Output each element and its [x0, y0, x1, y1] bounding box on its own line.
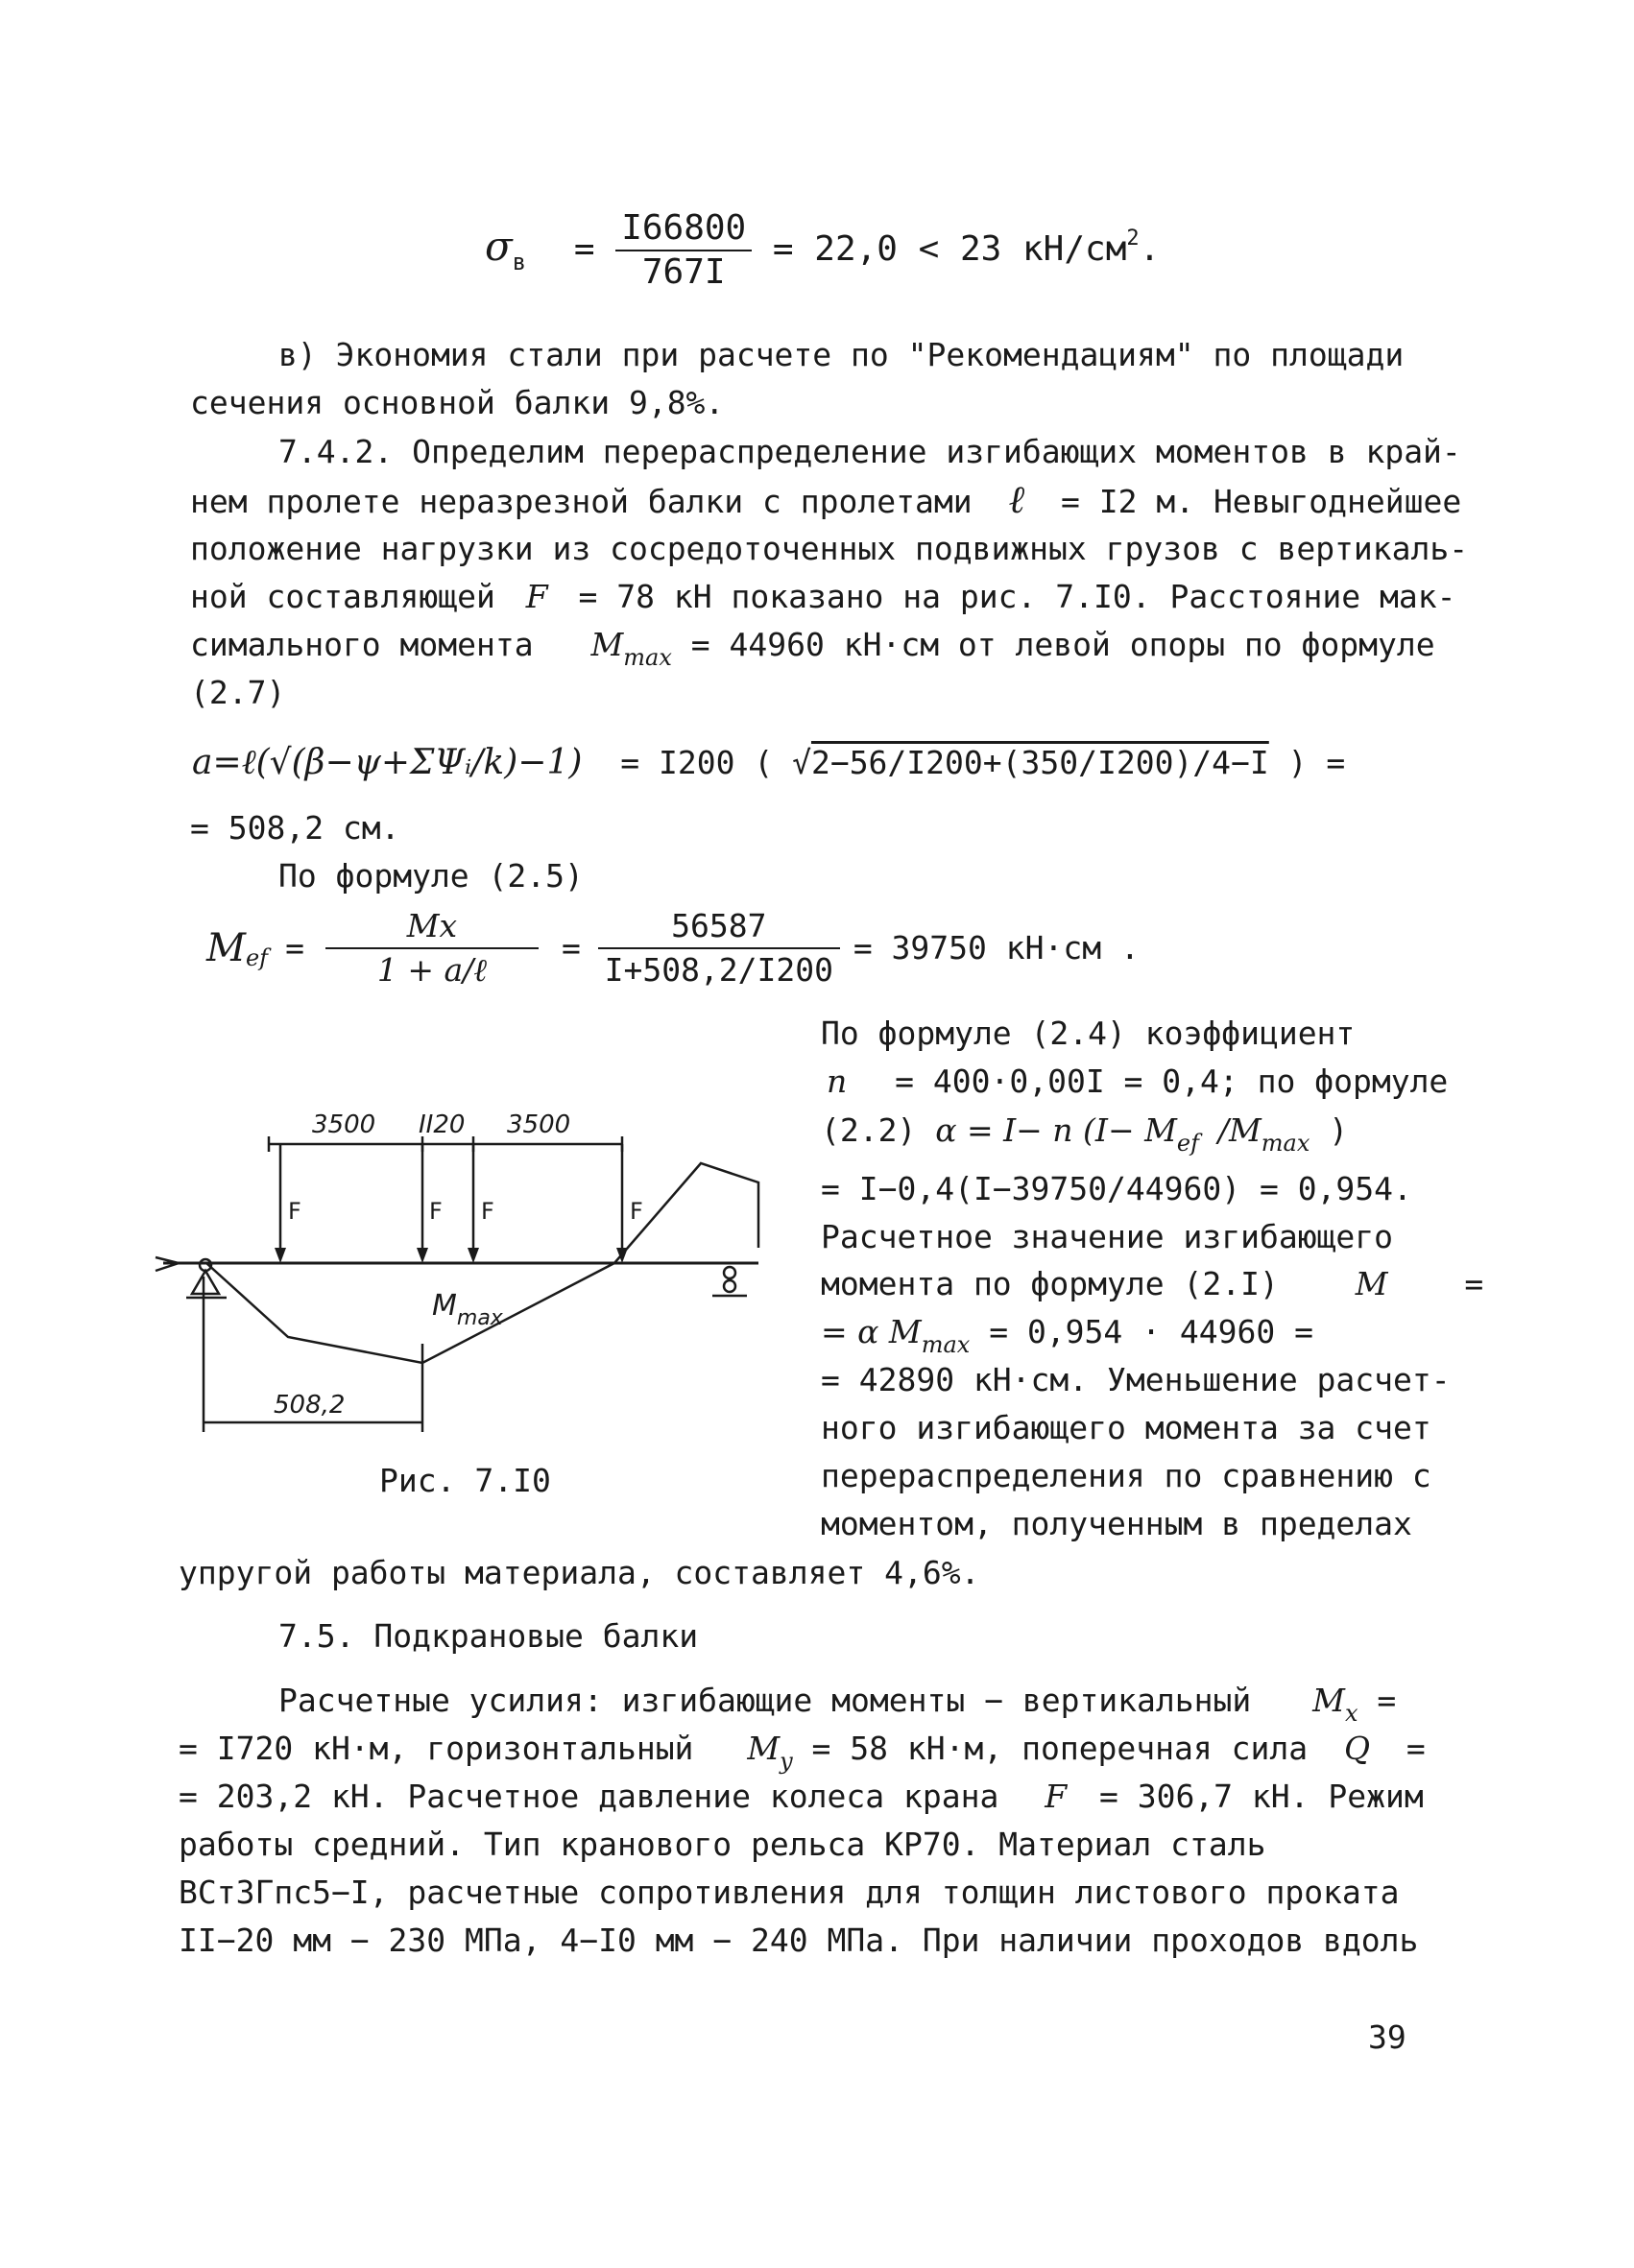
page-number: 39: [1368, 2018, 1406, 2056]
formula-sigma: [485, 209, 1160, 292]
mef-fraction2: [598, 907, 840, 990]
right-line4: = I−0,4(I−39750/44960) = 0,954.: [821, 1170, 1412, 1207]
para-75-l2c: =: [1406, 1730, 1426, 1767]
force-symbol: F: [525, 578, 548, 615]
right-l7b: = 0,954 · 44960 =: [989, 1313, 1313, 1350]
arrowhead-3: [468, 1248, 479, 1263]
moment-label-sub: max: [456, 1306, 503, 1330]
right-l3a: (2.2): [821, 1111, 917, 1149]
para-742-line6: (2.7): [190, 674, 286, 711]
dim-label-1: 3500: [312, 1110, 376, 1139]
right-line8: = 42890 кН·см. Уменьшение расчет-: [821, 1361, 1451, 1398]
para-742-l2a: нем пролете неразрезной балки с пролетами: [190, 483, 973, 520]
para-75-l1a: Расчетные усилия: изгибающие моменты − вертикальный: [278, 1682, 1252, 1719]
right-line2: [821, 1058, 1448, 1106]
support-right: [712, 1267, 747, 1296]
formula-a-mid: = I200 ( √: [620, 744, 811, 781]
right-l3b: α = I− n (I− M: [935, 1111, 1177, 1149]
mef-f2-den: I+508,2/I200: [604, 951, 834, 989]
sigma-sub: в: [512, 249, 527, 275]
para-742-line5: [190, 621, 1435, 672]
dim-label-a: 508,2: [274, 1391, 346, 1420]
right-l7a: = α M: [821, 1313, 922, 1350]
para-742-l4a: ной составляющей: [190, 578, 495, 615]
right-line10: перераспределения по сравнению с: [821, 1457, 1431, 1494]
mef-f1-num: Mx: [325, 907, 539, 949]
right-line9: ного изгибающего момента за счет: [821, 1409, 1431, 1446]
mef-eq1: =: [285, 929, 304, 967]
right-line11: моментом, полученным в пределах: [821, 1505, 1412, 1542]
dim-label-3: 3500: [507, 1110, 571, 1139]
right-l2b: = 400·0,00I = 0,4; по формуле: [895, 1062, 1449, 1100]
para-742-line2: [190, 476, 1461, 526]
right-l3sub2: max: [1261, 1130, 1310, 1157]
right-line6: [821, 1260, 1483, 1308]
para-75-l3b: = 306,7 кН. Режим: [1098, 1778, 1424, 1815]
right-line1: По формуле (2.4) коэффициент: [821, 1015, 1356, 1052]
para-742-l2b: = I2 м. Невыгоднейшее: [1061, 483, 1462, 520]
my-symbol: M: [747, 1730, 781, 1767]
formula-mef-intro: По формуле (2.5): [278, 857, 584, 895]
sigma-sup: 2: [1126, 227, 1140, 251]
right-l3d: ): [1329, 1111, 1349, 1149]
mx-sub: x: [1344, 1700, 1358, 1727]
right-l7sub: max: [921, 1331, 971, 1358]
section-heading-75: 7.5. Подкрановые балки: [278, 1617, 699, 1655]
para-75-l2b: = 58 кН·м, поперечная сила: [811, 1730, 1309, 1767]
force-label-3: F: [481, 1198, 494, 1225]
right-l3sub: ef: [1176, 1130, 1199, 1157]
right-line3: [821, 1107, 1348, 1158]
mx-symbol: M: [1312, 1682, 1345, 1719]
formula-a: [192, 739, 1345, 787]
arrowhead-1: [275, 1248, 286, 1263]
arrowhead-4: [616, 1248, 628, 1263]
para-75-line5: ВСт3Гпс5−I, расчетные сопротивления для толщин листового проката: [179, 1874, 1400, 1911]
sigma-eq: =: [573, 229, 595, 269]
right-l6c: =: [1464, 1265, 1484, 1302]
right-line5: Расчетное значение изгибающего: [821, 1218, 1394, 1255]
mef-result: = 39750 кН·см .: [853, 929, 1140, 967]
para-742-l4b: = 78 кН показано на рис. 7.I0. Расстояние мак-: [578, 578, 1456, 615]
para-v-line1: в) Экономия стали при расчете по "Рекомендациям" по площади: [278, 336, 1405, 373]
mmax-symbol: M: [590, 626, 624, 663]
right-l6a: момента по формуле (2.I): [821, 1265, 1279, 1302]
para-742-line3: положение нагрузки из сосредоточенных подвижных грузов с вертикаль-: [190, 530, 1469, 567]
right-l6b: M: [1355, 1265, 1388, 1302]
formula-a-end: ) =: [1287, 744, 1346, 781]
sigma-num: I66800: [615, 209, 752, 251]
my-sub: y: [780, 1748, 793, 1775]
para-75-l3a: = 203,2 кН. Расчетное давление колеса крана: [179, 1778, 999, 1815]
mef-f1-den: 1 + a/ℓ: [376, 951, 488, 989]
mef-lhs-sub: ef: [245, 944, 269, 971]
sigma-rest: = 22,0 < 23 кН/см: [772, 229, 1127, 269]
force-label-1: F: [288, 1198, 301, 1225]
para-742-l5a: симального момента: [190, 626, 534, 663]
mef-eq2: =: [561, 929, 581, 967]
mef-lhs: M: [206, 926, 246, 970]
sigma-symbol: σ: [485, 223, 513, 270]
para-v-line2: сечения основной балки 9,8%.: [190, 384, 725, 421]
moment-label-main: M: [432, 1289, 457, 1323]
formula-a-lhs: a=ℓ(√(β−ψ+ΣΨᵢ/k)−1): [192, 743, 583, 782]
mmax-sub: max: [623, 644, 672, 671]
span-symbol: ℓ: [1008, 478, 1025, 522]
para-75-line6: II−20 мм − 230 МПа, 4−I0 мм − 240 МПа. При наличии проходов вдоль: [179, 1922, 1419, 1959]
para-75-l2a: = I720 кН·м, горизонтальный: [179, 1730, 694, 1767]
para-75-line3: [179, 1773, 1424, 1821]
n-symbol: n: [827, 1062, 848, 1100]
formula-mef: [206, 900, 1140, 996]
para-75-line1: [278, 1677, 1396, 1728]
right-line7: [821, 1308, 1313, 1359]
force-label-4: F: [630, 1198, 643, 1225]
sigma-fraction: [615, 209, 752, 292]
moment-label: [432, 1289, 504, 1330]
formula-a-root: 2−56/I200+(350/I200)/4−I: [810, 744, 1269, 781]
para-75-l1b: =: [1377, 1682, 1397, 1719]
para-742-l5b: = 44960 кН·см от левой опоры по формуле: [690, 626, 1435, 663]
figure-caption: Рис. 7.I0: [379, 1462, 551, 1499]
para-75-line2: [179, 1725, 1426, 1776]
para-742-line1: 7.4.2. Определим перераспределение изгибающих моментов в край-: [278, 433, 1461, 470]
right-l3c: /M: [1217, 1111, 1262, 1149]
para-742-line4: [190, 573, 1455, 621]
force-label-2: F: [429, 1198, 443, 1225]
line-after-figure: упругой работы материала, составляет 4,6%.: [179, 1554, 980, 1591]
sigma-den: 767I: [641, 252, 726, 292]
mef-f2-num: 56587: [598, 907, 840, 949]
dim-label-2: II20: [419, 1110, 466, 1139]
arrowhead-2: [417, 1248, 428, 1263]
f-symbol: F: [1045, 1778, 1068, 1815]
formula-a-result: = 508,2 см.: [190, 809, 400, 847]
sigma-end: .: [1139, 229, 1161, 269]
q-symbol: Q: [1343, 1730, 1371, 1767]
para-75-line4: работы средний. Тип кранового рельса КР70. Материал сталь: [179, 1826, 1266, 1863]
figure-beam-diagram: [144, 1094, 778, 1459]
mef-fraction1: [322, 907, 542, 990]
